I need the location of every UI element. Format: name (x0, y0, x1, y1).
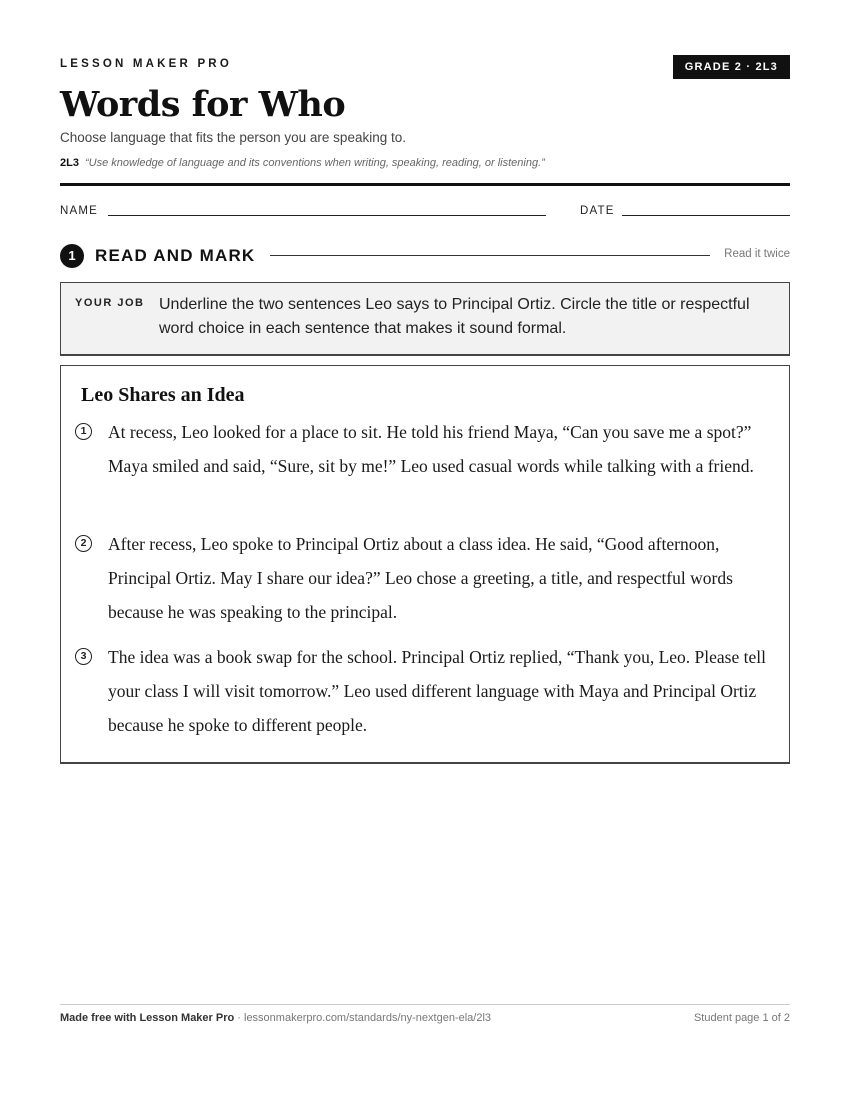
footer-divider (60, 1004, 790, 1005)
footer-separator: · (234, 1012, 244, 1024)
section-number-badge: 1 (60, 244, 84, 268)
worksheet-page (60, 0, 790, 1100)
header-divider (60, 183, 790, 186)
paragraph-text: After recess, Leo spoke to Principal Ortiz about a class idea. He said, “Good afternoon, Principal Ortiz. May I share our idea?” Leo chose a greeting, a title, and respectful words because he was speaking to the principal. (108, 534, 733, 622)
standard-line (60, 157, 545, 169)
brand-name: LESSON MAKER PRO (60, 58, 232, 70)
section-title: READ AND MARK (95, 246, 256, 265)
footer-url[interactable]: lessonmakerpro.com/standards/ny-nextgen-ela/2l3 (244, 1012, 492, 1024)
paragraph-number-icon: 1 (75, 423, 92, 440)
standard-text: “Use knowledge of language and its conventions when writing, speaking, reading, or listening.” (84, 157, 545, 169)
your-job-box (60, 282, 790, 356)
paragraph-text: The idea was a book swap for the school. Principal Ortiz replied, “Thank you, Leo. Please tell your class I will visit tomorrow.” Leo used different language with Maya and Principal Ortiz because he spoke to different people. (108, 647, 766, 735)
paragraph-number-icon: 3 (75, 648, 92, 665)
story-title: Leo Shares an Idea (81, 384, 245, 406)
worksheet-title: Words for Who (60, 84, 346, 125)
section-rule (270, 255, 710, 256)
footer-made-with: Made free with Lesson Maker Pro (60, 1012, 235, 1024)
worksheet-subtitle: Choose language that fits the person you are speaking to. (60, 130, 406, 145)
name-label: NAME (60, 205, 99, 217)
footer-page-number: Student page 1 of 2 (693, 1012, 790, 1024)
your-job-label: YOUR JOB (75, 297, 145, 309)
name-field[interactable] (108, 215, 546, 216)
story-passage-box (60, 365, 790, 764)
section-hint: Read it twice (724, 248, 790, 260)
paragraph-number-icon: 2 (75, 535, 92, 552)
date-label: DATE (580, 205, 615, 217)
grade-badge: GRADE 2 · 2L3 (673, 55, 790, 79)
footer-credit (60, 1012, 491, 1024)
paragraph-text: At recess, Leo looked for a place to sit. He told his friend Maya, “Can you save me a spot?” Maya smiled and said, “Sure, sit by me!” Leo used casual words while talking with a friend. (108, 422, 754, 476)
your-job-instructions: Underline the two sentences Leo says to Principal Ortiz. Circle the title or respectful word choice in each sentence that makes it sound formal. (159, 296, 750, 337)
standard-code: 2L3 (60, 157, 79, 169)
date-field[interactable] (622, 215, 790, 216)
